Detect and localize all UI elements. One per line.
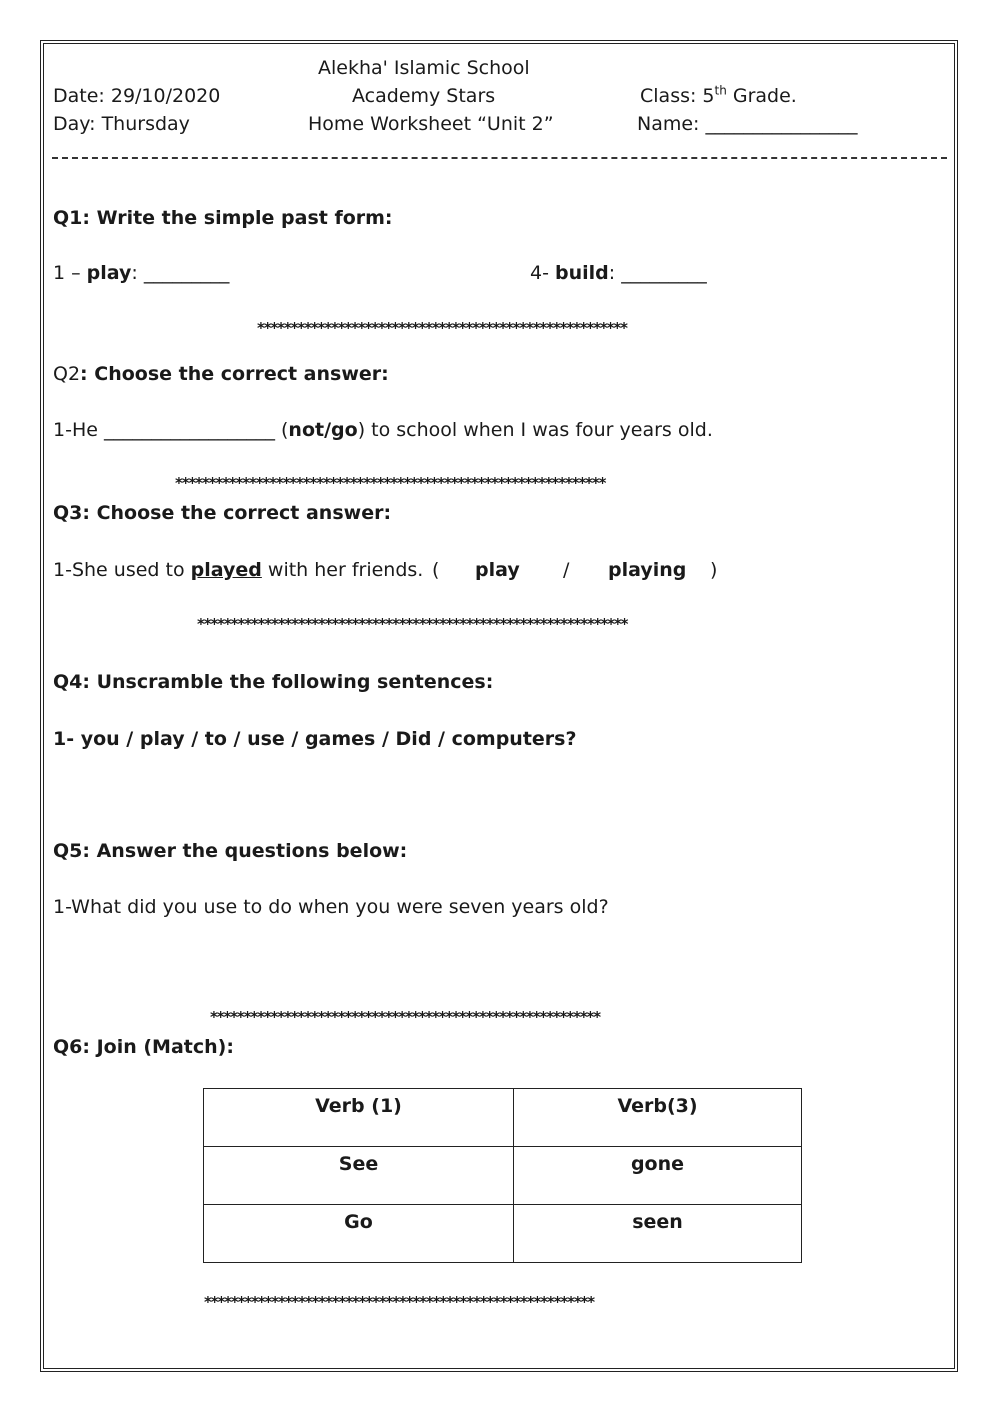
header-divider xyxy=(52,157,947,159)
match-table xyxy=(203,1088,802,1263)
q4-title: Q4: Unscramble the following sentences: xyxy=(53,671,494,693)
q4-item-1: 1- you / play / to / use / games / Did / computers? xyxy=(53,728,577,750)
q1-item-4-num: 4- xyxy=(530,262,555,284)
stars-separator-2: **************************************************************** xyxy=(175,475,606,491)
q5-title: Q5: Answer the questions below: xyxy=(53,840,408,862)
q1-item-1-blank[interactable]: : _________ xyxy=(131,262,230,284)
table-header-cell: Verb (1) xyxy=(204,1089,514,1147)
stars-separator-1: ******************************************************* xyxy=(257,320,627,336)
name-label: Name: xyxy=(637,113,706,135)
q3-option-playing[interactable]: playing xyxy=(608,559,687,581)
q3-item-1-start: 1-She used to xyxy=(53,559,191,581)
table-cell[interactable]: gone xyxy=(514,1147,802,1205)
course-name: Academy Stars xyxy=(352,85,496,107)
class-suffix: Grade. xyxy=(726,85,797,107)
q2-item-1-verb: not/go xyxy=(288,419,358,441)
q1-item-4-word: build xyxy=(554,262,609,284)
q3-paren-close: ) xyxy=(710,559,718,581)
q3-item-1-underlined: played xyxy=(190,559,262,581)
school-name: Alekha' Islamic School xyxy=(318,57,530,79)
q2-title-prefix: Q2 xyxy=(53,363,81,385)
stars-separator-4: ********************************************************** xyxy=(210,1009,601,1025)
q6-title: Q6: Join (Match): xyxy=(53,1036,234,1058)
stars-separator-5: ********************************************************** xyxy=(204,1294,595,1310)
q3-item-1 xyxy=(53,558,423,582)
table-header-row xyxy=(204,1089,802,1147)
q5-item-1: 1-What did you use to do when you were seven years old? xyxy=(53,896,609,918)
table-row xyxy=(204,1147,802,1205)
q3-item-1-end: with her friends. xyxy=(261,559,424,581)
table-cell[interactable]: seen xyxy=(514,1205,802,1263)
q1-item-1-num: 1 – xyxy=(53,262,87,284)
q2-title-text: : Choose the correct answer: xyxy=(80,363,389,385)
table-cell[interactable]: See xyxy=(204,1147,514,1205)
class-prefix: Class: 5 xyxy=(640,85,715,107)
table-header-cell: Verb(3) xyxy=(514,1089,802,1147)
q1-item-1-word: play xyxy=(86,262,132,284)
name-blank[interactable]: ________________ xyxy=(705,113,858,135)
q2-item-1-end: ) to school when I was four years old. xyxy=(357,419,713,441)
q3-option-play[interactable]: play xyxy=(475,559,520,581)
class-grade xyxy=(640,84,797,108)
worksheet-title: Home Worksheet “Unit 2” xyxy=(308,113,554,135)
q1-item-1[interactable] xyxy=(53,261,229,285)
date: Date: 29/10/2020 xyxy=(53,85,221,107)
table-row xyxy=(204,1205,802,1263)
q1-item-4[interactable] xyxy=(530,261,707,285)
q3-slash: / xyxy=(563,559,570,581)
class-sup: th xyxy=(714,83,727,98)
student-name-field[interactable] xyxy=(637,112,858,136)
stars-separator-3: **************************************************************** xyxy=(197,616,628,632)
q1-item-4-blank[interactable]: : _________ xyxy=(608,262,707,284)
day: Day: Thursday xyxy=(53,113,190,135)
q2-title xyxy=(53,362,389,386)
q3-title: Q3: Choose the correct answer: xyxy=(53,502,392,524)
q1-title: Q1: Write the simple past form: xyxy=(53,207,393,229)
q2-item-1-start[interactable]: 1-He __________________ ( xyxy=(53,419,289,441)
q2-item-1[interactable] xyxy=(53,418,713,442)
table-cell[interactable]: Go xyxy=(204,1205,514,1263)
q3-paren-open: ( xyxy=(432,559,440,581)
